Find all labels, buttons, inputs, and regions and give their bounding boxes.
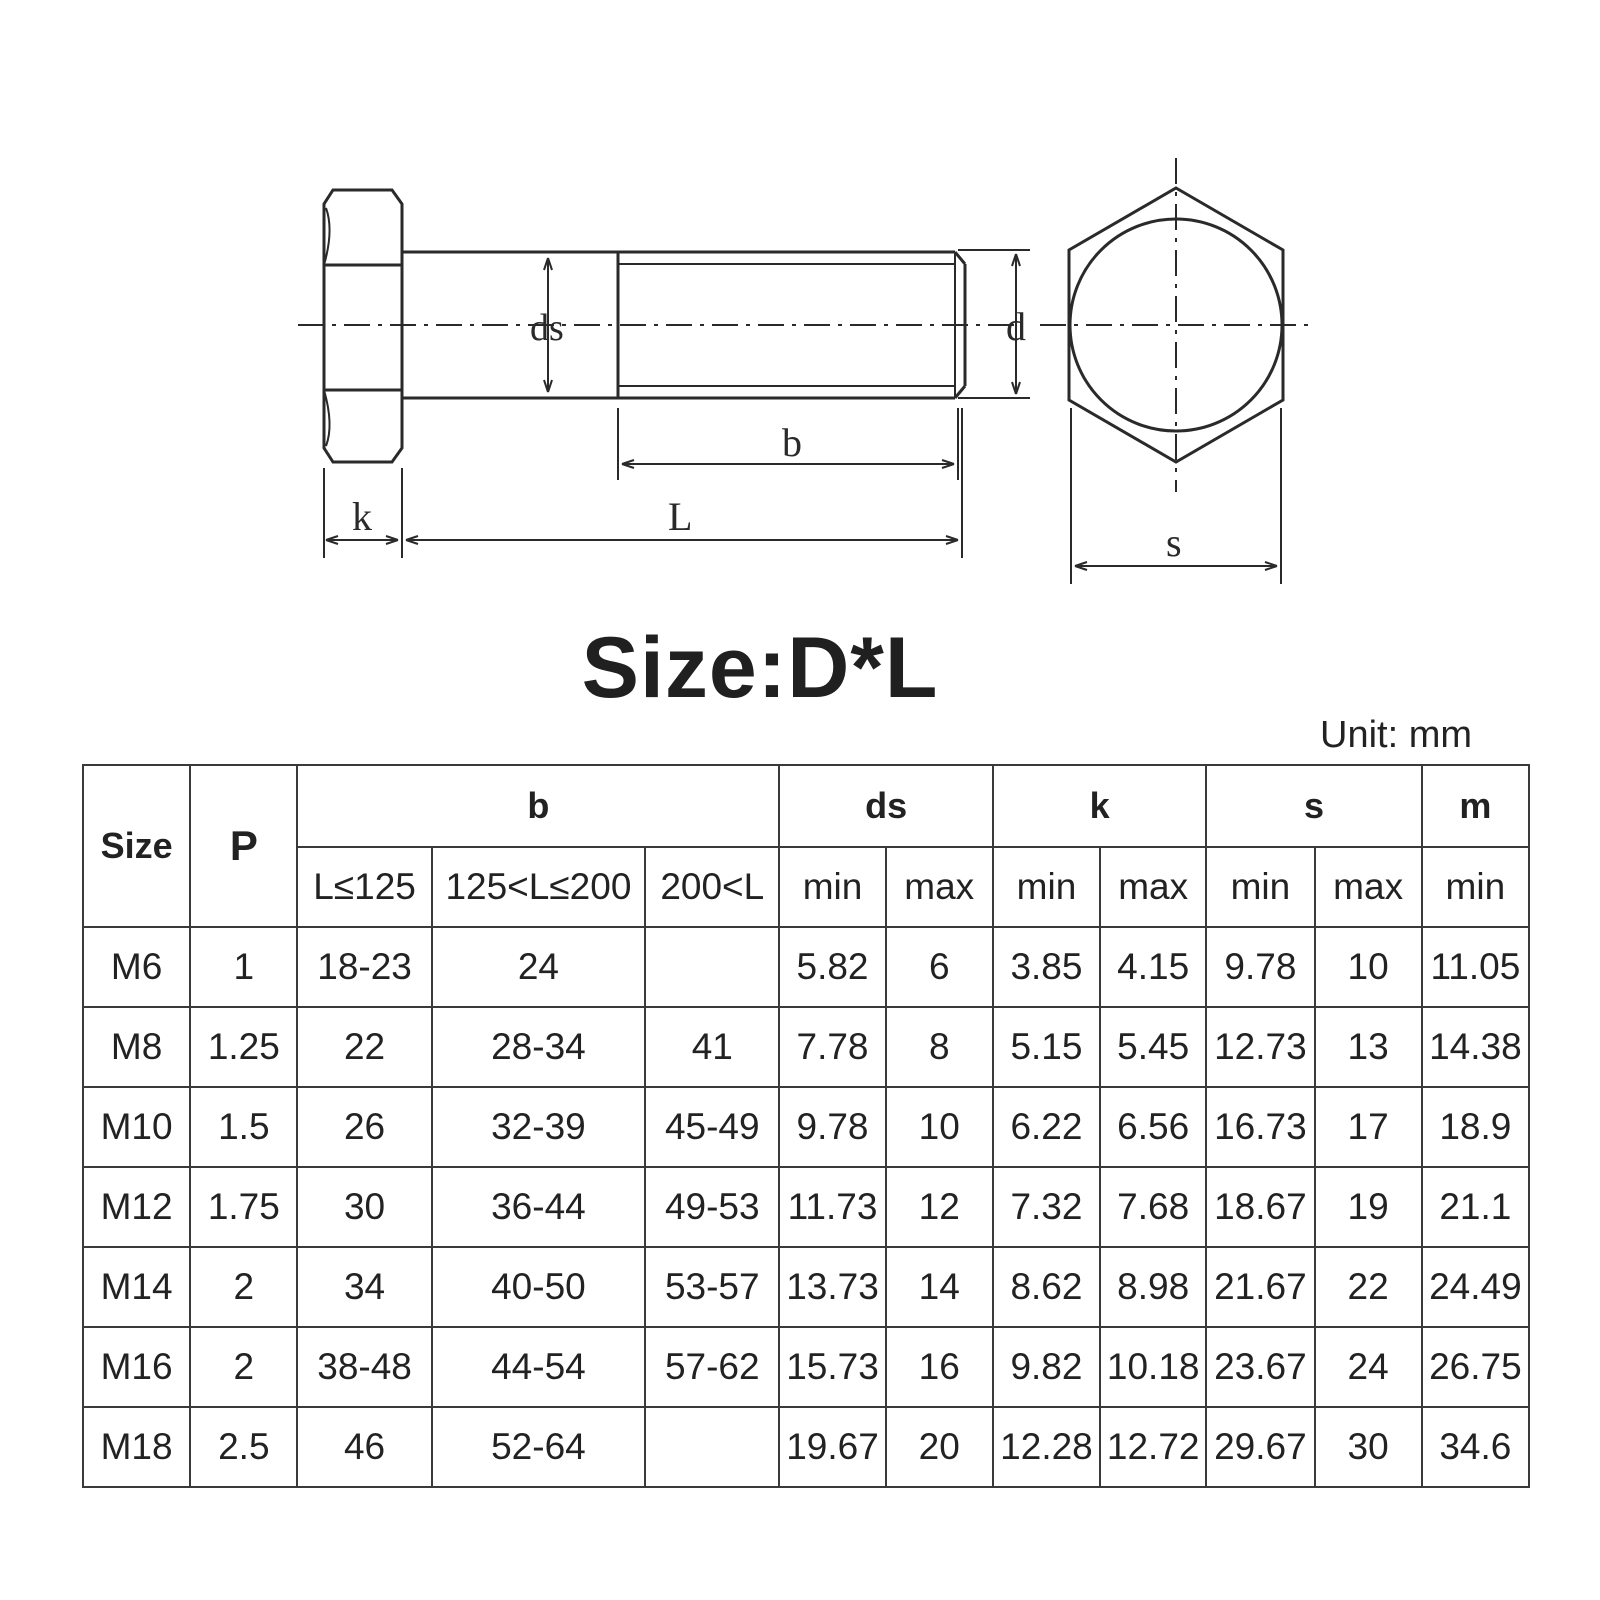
- cell-ds-min: 15.73: [779, 1327, 885, 1407]
- size-spec-table: [82, 764, 1530, 1488]
- cell-p: 1.5: [190, 1087, 297, 1167]
- header-b-l200: 200<L: [645, 847, 779, 927]
- cell-size: M16: [83, 1327, 190, 1407]
- k-label: k: [352, 494, 372, 539]
- cell-ds-max: 8: [886, 1007, 993, 1087]
- cell-m-min: 18.9: [1422, 1087, 1529, 1167]
- cell-s-max: 13: [1315, 1007, 1422, 1087]
- cell-s-max: 19: [1315, 1167, 1422, 1247]
- table-row: [83, 1327, 1529, 1407]
- cell-b-l125-200: 44-54: [432, 1327, 645, 1407]
- cell-ds-min: 9.78: [779, 1087, 885, 1167]
- cell-b-l125-200: 40-50: [432, 1247, 645, 1327]
- cell-m-min: 21.1: [1422, 1167, 1529, 1247]
- cell-ds-min: 11.73: [779, 1167, 885, 1247]
- cell-s-min: 18.67: [1206, 1167, 1314, 1247]
- cell-k-min: 7.32: [993, 1167, 1100, 1247]
- table-row: [83, 1007, 1529, 1087]
- header-k: k: [993, 765, 1206, 847]
- cell-k-max: 8.98: [1100, 1247, 1206, 1327]
- cell-b-l125: 30: [297, 1167, 431, 1247]
- cell-m-min: 34.6: [1422, 1407, 1529, 1487]
- table-row: [83, 1247, 1529, 1327]
- header-ds: ds: [779, 765, 992, 847]
- cell-b-l125: 26: [297, 1087, 431, 1167]
- table-row: [83, 927, 1529, 1007]
- table-row: [83, 1087, 1529, 1167]
- cell-b-l200: 53-57: [645, 1247, 779, 1327]
- header-b-l125-200: 125<L≤200: [432, 847, 645, 927]
- cell-b-l125: 38-48: [297, 1327, 431, 1407]
- cell-b-l125-200: 52-64: [432, 1407, 645, 1487]
- page-title: Size:D*L: [581, 620, 939, 716]
- cell-k-min: 6.22: [993, 1087, 1100, 1167]
- cell-p: 1.25: [190, 1007, 297, 1087]
- cell-ds-max: 14: [886, 1247, 993, 1327]
- cell-p: 2.5: [190, 1407, 297, 1487]
- cell-size: M8: [83, 1007, 190, 1087]
- cell-ds-max: 16: [886, 1327, 993, 1407]
- header-p: P: [190, 765, 297, 927]
- cell-b-l200: 45-49: [645, 1087, 779, 1167]
- cell-b-l125-200: 28-34: [432, 1007, 645, 1087]
- cell-ds-min: 19.67: [779, 1407, 885, 1487]
- bolt-head-end-view: [1040, 158, 1310, 492]
- cell-s-max: 24: [1315, 1327, 1422, 1407]
- cell-s-max: 10: [1315, 927, 1422, 1007]
- header-ds-max: max: [886, 847, 993, 927]
- header-s: s: [1206, 765, 1421, 847]
- cell-k-max: 4.15: [1100, 927, 1206, 1007]
- table-row: [83, 1167, 1529, 1247]
- cell-k-max: 10.18: [1100, 1327, 1206, 1407]
- cell-b-l125-200: 36-44: [432, 1167, 645, 1247]
- cell-p: 2: [190, 1327, 297, 1407]
- cell-b-l200: 49-53: [645, 1167, 779, 1247]
- cell-s-min: 9.78: [1206, 927, 1314, 1007]
- cell-k-min: 12.28: [993, 1407, 1100, 1487]
- header-k-min: min: [993, 847, 1100, 927]
- table-row: [83, 1407, 1529, 1487]
- cell-size: M12: [83, 1167, 190, 1247]
- cell-ds-max: 10: [886, 1087, 993, 1167]
- cell-b-l125-200: 32-39: [432, 1087, 645, 1167]
- cell-s-max: 30: [1315, 1407, 1422, 1487]
- header-m-min: min: [1422, 847, 1529, 927]
- cell-s-min: 12.73: [1206, 1007, 1314, 1087]
- header-m: m: [1422, 765, 1529, 847]
- cell-m-min: 24.49: [1422, 1247, 1529, 1327]
- cell-s-max: 17: [1315, 1087, 1422, 1167]
- cell-k-max: 12.72: [1100, 1407, 1206, 1487]
- d-label: d: [1006, 304, 1026, 349]
- cell-ds-min: 5.82: [779, 927, 885, 1007]
- cell-k-min: 8.62: [993, 1247, 1100, 1327]
- cell-p: 1.75: [190, 1167, 297, 1247]
- cell-p: 2: [190, 1247, 297, 1327]
- cell-k-min: 9.82: [993, 1327, 1100, 1407]
- cell-b-l200: 57-62: [645, 1327, 779, 1407]
- header-row-sub: [83, 847, 1529, 927]
- cell-b-l125: 22: [297, 1007, 431, 1087]
- k-l-dimension: [324, 408, 962, 558]
- cell-m-min: 26.75: [1422, 1327, 1529, 1407]
- unit-note: Unit: mm: [1320, 714, 1472, 756]
- header-size: Size: [83, 765, 190, 927]
- cell-s-min: 29.67: [1206, 1407, 1314, 1487]
- s-label: s: [1166, 520, 1182, 565]
- ds-label: ds: [530, 307, 564, 349]
- cell-b-l200: [645, 927, 779, 1007]
- header-s-min: min: [1206, 847, 1314, 927]
- cell-k-max: 6.56: [1100, 1087, 1206, 1167]
- cell-size: M6: [83, 927, 190, 1007]
- cell-m-min: 14.38: [1422, 1007, 1529, 1087]
- b-label: b: [782, 420, 802, 465]
- header-k-max: max: [1100, 847, 1206, 927]
- header-ds-min: min: [779, 847, 885, 927]
- cell-ds-max: 6: [886, 927, 993, 1007]
- cell-b-l125: 18-23: [297, 927, 431, 1007]
- cell-p: 1: [190, 927, 297, 1007]
- cell-size: M10: [83, 1087, 190, 1167]
- cell-ds-max: 12: [886, 1167, 993, 1247]
- cell-ds-max: 20: [886, 1407, 993, 1487]
- l-label: L: [668, 494, 693, 539]
- cell-k-max: 5.45: [1100, 1007, 1206, 1087]
- cell-s-min: 23.67: [1206, 1327, 1314, 1407]
- cell-k-min: 5.15: [993, 1007, 1100, 1087]
- cell-b-l125-200: 24: [432, 927, 645, 1007]
- bolt-drawing: [0, 0, 1600, 620]
- cell-b-l125: 46: [297, 1407, 431, 1487]
- cell-k-max: 7.68: [1100, 1167, 1206, 1247]
- header-b: b: [297, 765, 779, 847]
- cell-b-l200: 41: [645, 1007, 779, 1087]
- cell-s-min: 21.67: [1206, 1247, 1314, 1327]
- cell-s-max: 22: [1315, 1247, 1422, 1327]
- cell-m-min: 11.05: [1422, 927, 1529, 1007]
- cell-ds-min: 7.78: [779, 1007, 885, 1087]
- cell-s-min: 16.73: [1206, 1087, 1314, 1167]
- cell-size: M14: [83, 1247, 190, 1327]
- header-s-max: max: [1315, 847, 1422, 927]
- cell-ds-min: 13.73: [779, 1247, 885, 1327]
- cell-size: M18: [83, 1407, 190, 1487]
- header-row-top: [83, 765, 1529, 847]
- header-b-l125: L≤125: [297, 847, 431, 927]
- cell-b-l200: [645, 1407, 779, 1487]
- cell-b-l125: 34: [297, 1247, 431, 1327]
- cell-k-min: 3.85: [993, 927, 1100, 1007]
